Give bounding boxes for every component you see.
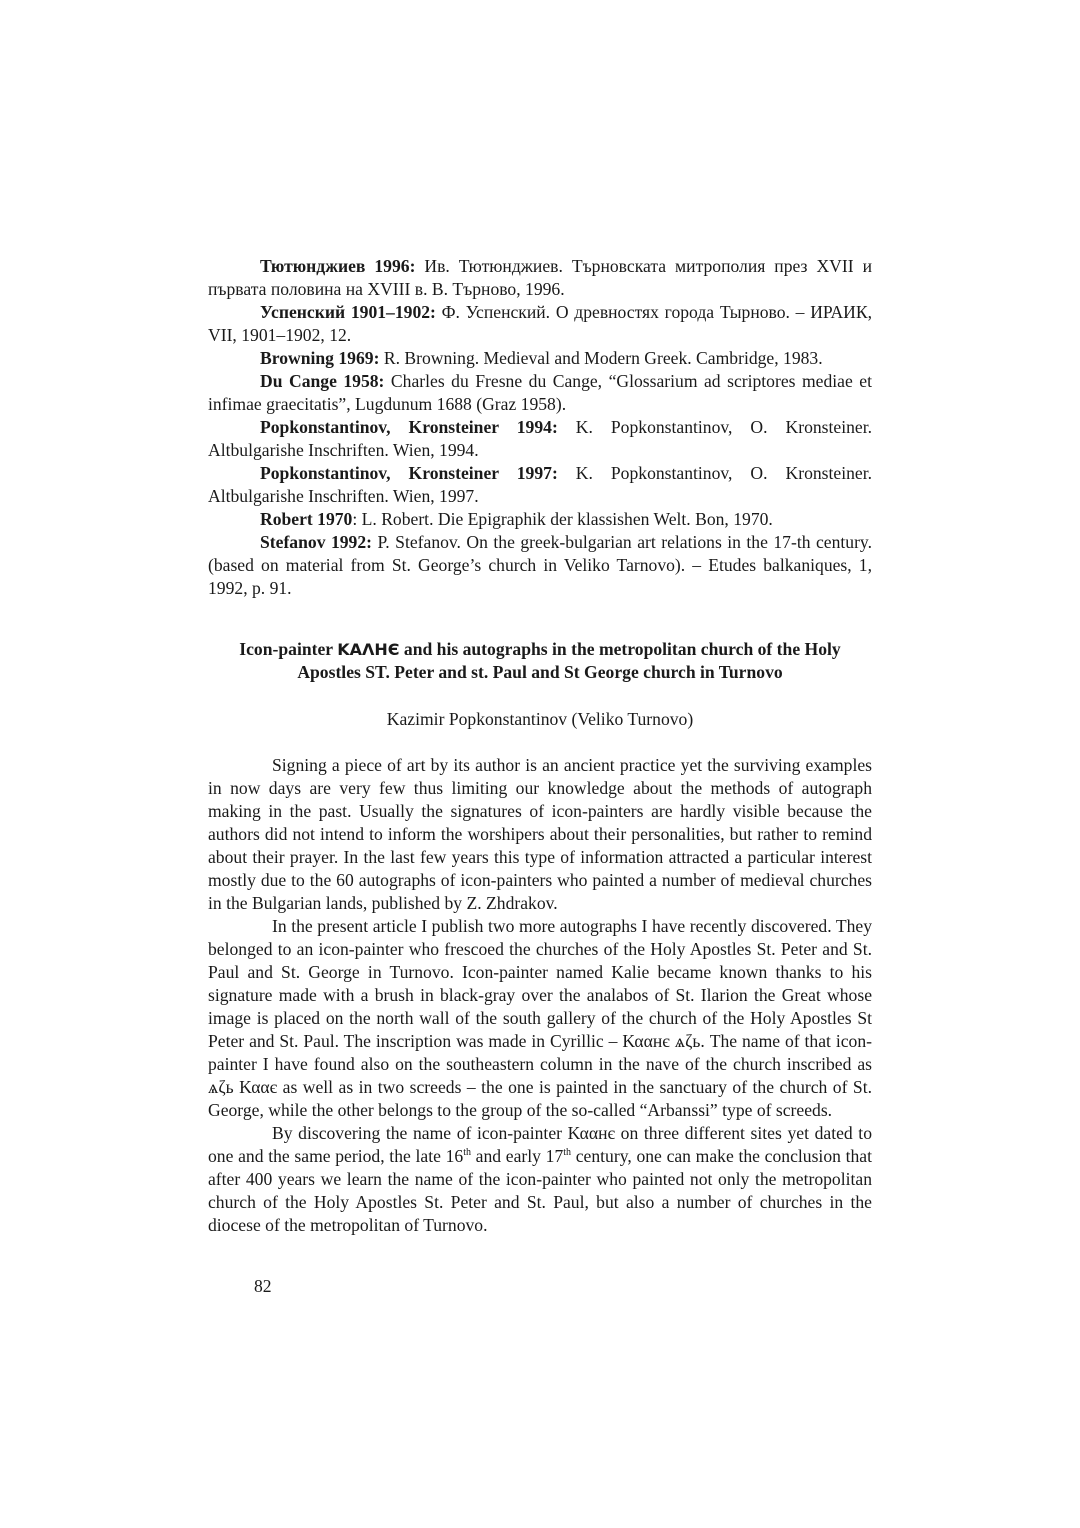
reference-entry	[208, 301, 872, 347]
reference-text: P. Stefanov. On the greek-bulgarian art relations in the 17-th century. (based on material from St. George’s church in Veliko Tarnovo). – Etudes balkaniques, 1, 1992, p. 91.	[208, 532, 872, 598]
reference-entry	[208, 347, 872, 370]
superscript: th	[463, 1147, 471, 1159]
title-suffix: and his autographs in the metropolitan church of the Holy Apostles ST. Peter and st. Paul and St George church in Turnovo	[297, 639, 841, 682]
reference-text: : L. Robert. Die Epigraphik der klassishen Welt. Bon, 1970.	[352, 509, 773, 529]
body-paragraph-2: In the present article I publish two more autographs I have recently discovered. They belonged to an icon-painter who frescoed the churches of the Holy Apostles St. Peter and St. Paul and St. George in Turnovo. Icon-painter named Kalie became known thanks to his signature made with a brush in black-gray over the analabos of St. Ilarion the Great whose image is placed on the north wall of the south gallery of the church of the Holy Apostles St Peter and St. Paul. The inscription was made in Cyrillic – Κααнє ѧζь. The name of that icon-painter I have found also on the southeastern column in the nave of the church inscribed as ѧζь Κααє as well as in two screeds – the one is painted in the sanctuary of the church of St. George, while the other belongs to the group of the so-called “Arbanssi” type of screeds.	[208, 916, 872, 1120]
reference-text: K. Popkonstantinov, O. Kronsteiner. Altbulgarishe Inschriften. Wien, 1997.	[208, 463, 872, 506]
title-painter-name: ΚΑΛΗЄ	[337, 640, 400, 659]
article-body	[208, 754, 872, 1237]
article-title	[208, 638, 872, 684]
reference-entry	[208, 255, 872, 301]
reference-text: Charles du Fresne du Cange, “Glossarium ad scriptores mediae et infimae graecitatis”, Lugdunum 1688 (Graz 1958).	[208, 371, 872, 414]
reference-key: Popkonstantinov, Kronsteiner 1997:	[260, 463, 558, 483]
paragraph-text: and early 17	[470, 1146, 564, 1166]
title-prefix: Icon-painter	[239, 639, 338, 659]
reference-entry	[208, 508, 872, 531]
page-number: 82	[254, 1276, 272, 1296]
reference-key: Тютюнджиев 1996:	[260, 256, 416, 276]
body-paragraph-3	[208, 1122, 872, 1237]
page-content	[208, 255, 872, 1237]
reference-key: Успенский 1901–1902:	[260, 302, 436, 322]
reference-key: Popkonstantinov, Kronsteiner 1994:	[260, 417, 558, 437]
article-author: Kazimir Popkonstantinov (Veliko Turnovo)	[386, 709, 694, 729]
reference-key: Robert 1970	[260, 509, 353, 529]
paragraph-text: century, one can make the conclusion that after 400 years we learn the name of the icon-painter who painted not only the metropolitan church of the Holy Apostles St. Peter and St. Paul, but also a number of churches in the diocese of the metropolitan of Turnovo.	[208, 1146, 872, 1235]
reference-entry	[208, 370, 872, 416]
reference-key: Browning 1969:	[260, 348, 380, 368]
reference-entry	[208, 416, 872, 462]
body-paragraph-1: Signing a piece of art by its author is an ancient practice yet the surviving examples in now days are very few thus limiting our knowledge about the methods of autograph making in the past. Usually the signatures of icon-painters are hardly visible because the authors did not intend to inform the worshipers about their personalities, but rather to remind about their prayer. In the last few years this type of information attracted a particular interest mostly due to the 60 autographs of icon-painters who painted a number of medieval churches in the Bulgarian lands, published by Z. Zhdrakov.	[208, 755, 872, 913]
paragraph-text: By discovering the name of icon-painter Κααнє on three different sites yet dated to one and the same period, the late 16	[208, 1123, 872, 1166]
reference-text: Ф. Успенский. О древностях города Тырново. – ИРАИК, VII, 1901–1902, 12.	[208, 302, 872, 345]
reference-text: R. Browning. Medieval and Modern Greek. Cambridge, 1983.	[379, 348, 823, 368]
bibliography	[208, 255, 872, 600]
superscript: th	[563, 1147, 572, 1159]
reference-entry	[208, 531, 872, 600]
reference-key: Du Cange 1958:	[260, 371, 385, 391]
reference-key: Stefanov 1992:	[260, 532, 372, 552]
reference-entry	[208, 462, 872, 508]
reference-text: Ив. Тютюнджиев. Търновската митрополия през XVII и първата половина на XVIII в. В. Търново, 1996.	[208, 256, 872, 299]
reference-text: K. Popkonstantinov, O. Kronsteiner. Altbulgarishe Inschriften. Wien, 1994.	[208, 417, 872, 460]
